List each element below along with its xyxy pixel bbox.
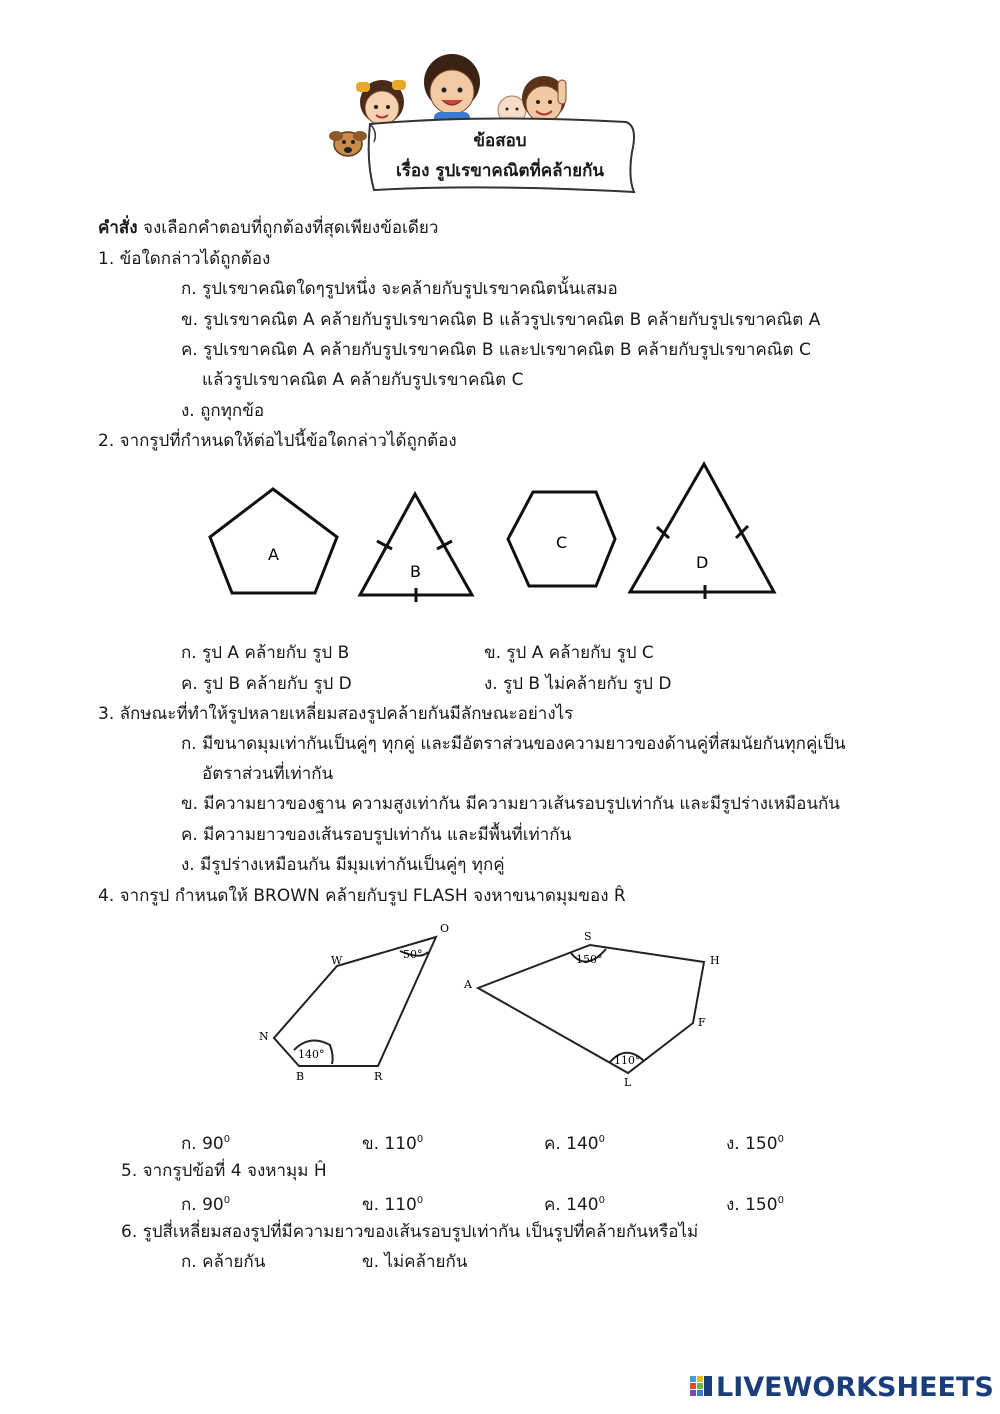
flash-label-s: S <box>584 930 592 943</box>
q2-option-a[interactable]: ก. รูป A คล้ายกับ รูป B <box>181 643 350 663</box>
brown-label-n: N <box>259 1030 269 1043</box>
shape-label-d: D <box>696 553 709 572</box>
q5-option-c[interactable]: ค. $140^0$ <box>544 1195 606 1215</box>
kids-illustration <box>356 54 566 128</box>
brown-angle-o: 50° <box>403 948 423 961</box>
brown-label-w: W <box>331 954 343 967</box>
instruction-label: คำสั่ง <box>98 218 138 238</box>
q5-option-d[interactable]: ง. $150^0$ <box>726 1195 784 1215</box>
q4-stem: 4. จากรูป กำหนดให้ BROWN คล้ายกับรูป FLASH จงหาขนาดมุมของ R̂ <box>98 886 626 906</box>
brown-label-r: R <box>374 1070 383 1083</box>
q1-option-c[interactable]: ค. รูปเรขาคณิต A คล้ายกับรูปเรขาคณิต B และปเรขาคณิต B คล้ายกับรูปเรขาคณิต C <box>181 340 811 360</box>
flash-label-l: L <box>624 1076 632 1089</box>
flash-label-h: H <box>710 954 720 967</box>
q4-polygons-figure <box>250 918 740 1096</box>
q2-stem: 2. จากรูปที่กำหนดให้ต่อไปนี้ข้อใดกล่าวได้ถูกต้อง <box>98 431 457 451</box>
flash-angle-l: 110° <box>614 1054 641 1067</box>
q3-option-b[interactable]: ข. มีความยาวของฐาน ความสูงเท่ากัน มีความยาวเส้นรอบรูปเท่ากัน และมีรูปร่างเหมือนกัน <box>181 794 840 814</box>
q1-option-c-cont: แล้วรูปเรขาคณิต A คล้ายกับรูปเรขาคณิต C <box>202 370 524 390</box>
instruction-line <box>98 217 438 239</box>
liveworksheets-logo-icon <box>690 1374 714 1404</box>
shape-label-b: B <box>410 562 421 581</box>
liveworksheets-logo: LIVEWORKSHEETS <box>716 1372 994 1403</box>
q6-option-a[interactable]: ก. คล้ายกัน <box>181 1252 266 1272</box>
q2-option-c[interactable]: ค. รูป B คล้ายกับ รูป D <box>181 674 352 694</box>
q1-stem: 1. ข้อใดกล่าวได้ถูกต้อง <box>98 249 271 269</box>
q3-stem: 3. ลักษณะที่ทำให้รูปหลายเหลี่ยมสองรูปคล้ายกันมีลักษณะอย่างไร <box>98 704 574 724</box>
q4-option-d[interactable]: ง. $150^0$ <box>726 1134 784 1154</box>
brown-label-o: O <box>440 922 450 935</box>
flash-label-a: A <box>464 978 472 991</box>
q3-option-c[interactable]: ค. มีความยาวของเส้นรอบรูปเท่ากัน และมีพื้นที่เท่ากัน <box>181 825 572 845</box>
q5-stem: 5. จากรูปข้อที่ 4 จงหามุม Ĥ <box>121 1161 327 1181</box>
q3-option-d[interactable]: ง. มีรูปร่างเหมือนกัน มีมุมเท่ากันเป็นคู่ๆ ทุกคู่ <box>181 855 505 875</box>
q4-option-c[interactable]: ค. $140^0$ <box>544 1134 606 1154</box>
q1-option-d[interactable]: ง. ถูกทุกข้อ <box>181 401 265 421</box>
shape-label-c: C <box>556 533 568 552</box>
triangle-d <box>630 464 774 592</box>
exam-subtitle: เรื่อง รูปเรขาคณิตที่คล้ายกัน <box>395 161 604 181</box>
q5-option-a[interactable]: ก. $90^0$ <box>181 1195 231 1215</box>
q6-stem: 6. รูปสี่เหลี่ยมสองรูปที่มีความยาวของเส้นรอบรูปเท่ากัน เป็นรูปที่คล้ายกันหรือไม่ <box>121 1222 699 1242</box>
q5-option-b[interactable]: ข. $110^0$ <box>362 1195 424 1215</box>
q6-option-b[interactable]: ข. ไม่คล้ายกัน <box>362 1252 468 1272</box>
brown-angle-b: 140° <box>298 1048 325 1061</box>
q3-option-a[interactable]: ก. มีขนาดมุมเท่ากันเป็นคู่ๆ ทุกคู่ และมีอัตราส่วนของความยาวของด้านคู่ที่สมนัยกันทุกคู่เป็น <box>181 734 846 754</box>
brown-label-b: B <box>296 1070 305 1083</box>
q1-option-b[interactable]: ข. รูปเรขาคณิต A คล้ายกับรูปเรขาคณิต B แล้วรูปเรขาคณิต B คล้ายกับรูปเรขาคณิต A <box>181 310 821 330</box>
instruction-text: จงเลือกคำตอบที่ถูกต้องที่สุดเพียงข้อเดียว <box>137 218 439 238</box>
flash-label-f: F <box>698 1016 706 1029</box>
q4-option-b[interactable]: ข. $110^0$ <box>362 1134 424 1154</box>
q2-shapes-figure <box>200 458 790 606</box>
q2-option-d[interactable]: ง. รูป B ไม่คล้ายกับ รูป D <box>484 674 672 694</box>
exam-title: ข้อสอบ <box>473 131 527 151</box>
q2-option-b[interactable]: ข. รูป A คล้ายกับ รูป C <box>484 643 654 663</box>
q3-option-a-cont: อัตราส่วนที่เท่ากัน <box>202 764 334 784</box>
q1-option-a[interactable]: ก. รูปเรขาคณิตใดๆรูปหนึ่ง จะคล้ายกับรูปเรขาคณิตนั้นเสมอ <box>181 279 618 299</box>
q4-option-a[interactable]: ก. $90^0$ <box>181 1134 231 1154</box>
flash-angle-s: 150° <box>576 953 603 966</box>
pentagon-a <box>210 489 337 593</box>
shape-label-a: A <box>268 545 279 564</box>
